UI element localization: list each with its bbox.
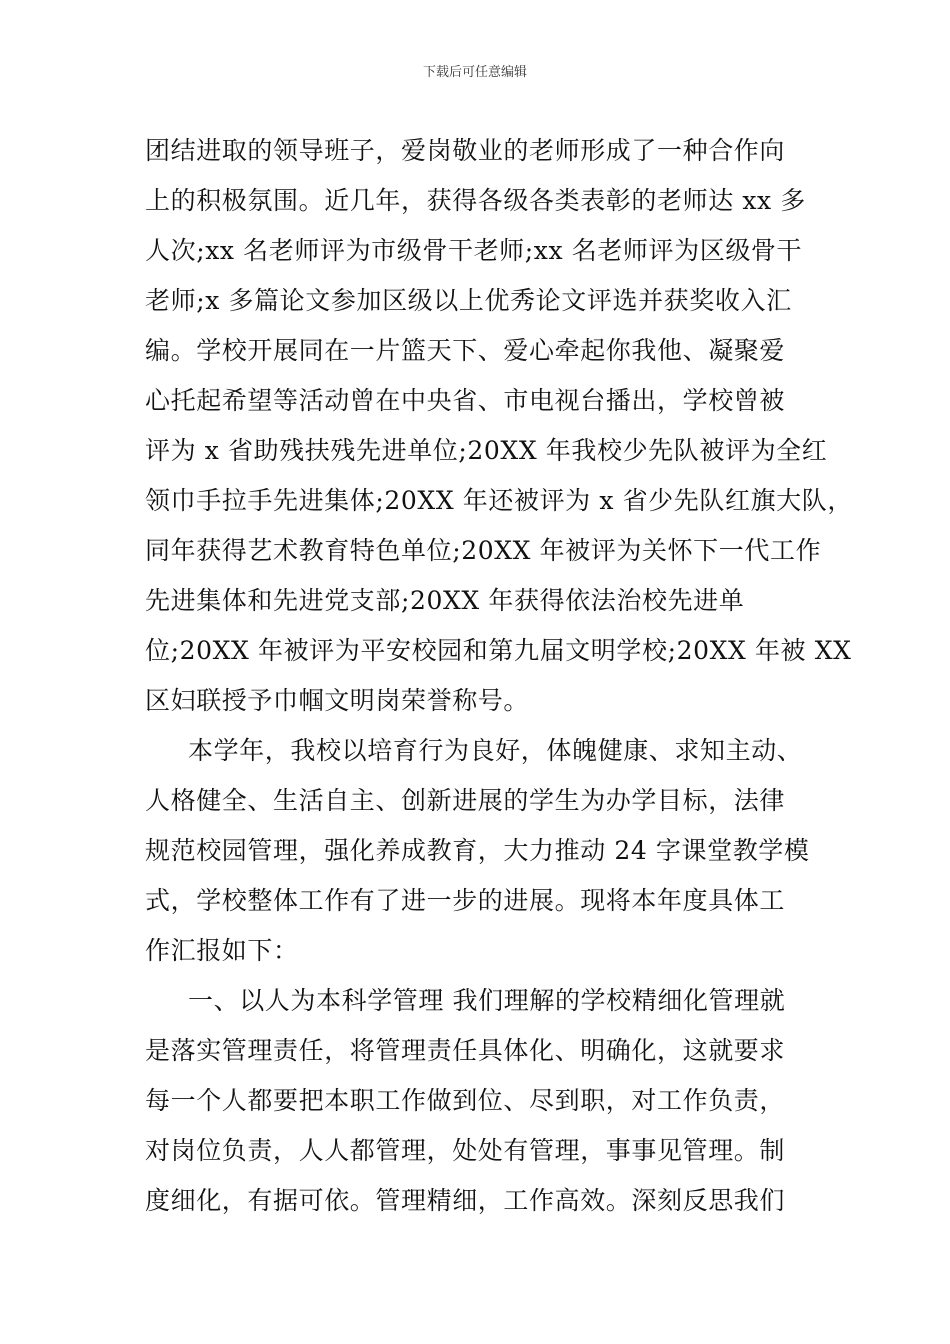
text-line: 老师;x 多篇论文参加区级以上优秀论文评选并获奖收入汇 xyxy=(145,286,792,315)
text-line: 人次;xx 名老师评为市级骨干老师;xx 名老师评为区级骨干 xyxy=(145,236,803,265)
text-line: 同年获得艺术教育特色单位;20XX 年被评为关怀下一代工作 xyxy=(145,536,822,565)
text-line: 是落实管理责任，将管理责任具体化、明确化，这就要求 xyxy=(145,1036,786,1065)
text-line: 对岗位负责，人人都管理，处处有管理，事事见管理。制 xyxy=(145,1136,786,1165)
text-line: 位;20XX 年被评为平安校园和第九届文明学校;20XX 年被 XX xyxy=(145,636,852,665)
text-line: 本学年，我校以培育行为良好，体魄健康、求知主动、 xyxy=(188,736,803,765)
text-line: 规范校园管理，强化养成教育，大力推动 24 字课堂教学模 xyxy=(145,836,810,865)
text-line: 度细化，有据可依。管理精细，工作高效。深刻反思我们 xyxy=(145,1186,786,1215)
text-line: 编。学校开展同在一片篮天下、爱心牵起你我他、凝聚爱 xyxy=(145,336,786,365)
document-body xyxy=(145,126,853,1226)
text-line: 式，学校整体工作有了进一步的进展。现将本年度具体工 xyxy=(145,886,786,915)
paragraph-school-goals xyxy=(145,726,845,976)
text-line: 评为 x 省助残扶残先进单位;20XX 年我校少先队被评为全红 xyxy=(145,436,828,465)
text-line: 领巾手拉手先进集体;20XX 年还被评为 x 省少先队红旗大队， xyxy=(145,486,853,515)
text-line: 一、以人为本科学管理 我们理解的学校精细化管理就 xyxy=(188,986,786,1015)
text-line: 区妇联授予巾帼文明岗荣誉称号。 xyxy=(145,686,530,715)
text-line: 上的积极氛围。近几年，获得各级各类表彰的老师达 xx 多 xyxy=(145,186,806,215)
text-line: 人格健全、生活自主、创新进展的学生为办学目标，法律 xyxy=(145,786,786,815)
text-line: 心托起希望等活动曾在中央省、市电视台播出，学校曾被 xyxy=(145,386,786,415)
paragraph-management xyxy=(145,976,845,1226)
text-line: 每一个人都要把本职工作做到位、尽到职，对工作负责， xyxy=(145,1086,786,1115)
text-line: 先进集体和先进党支部;20XX 年获得依法治校先进单 xyxy=(145,586,745,615)
paragraph-honors xyxy=(145,126,853,726)
text-line: 团结进取的领导班子，爱岗敬业的老师形成了一种合作向 xyxy=(145,136,786,165)
text-line: 作汇报如下： xyxy=(145,936,299,965)
page-header: 下载后可任意编辑 xyxy=(422,65,527,80)
